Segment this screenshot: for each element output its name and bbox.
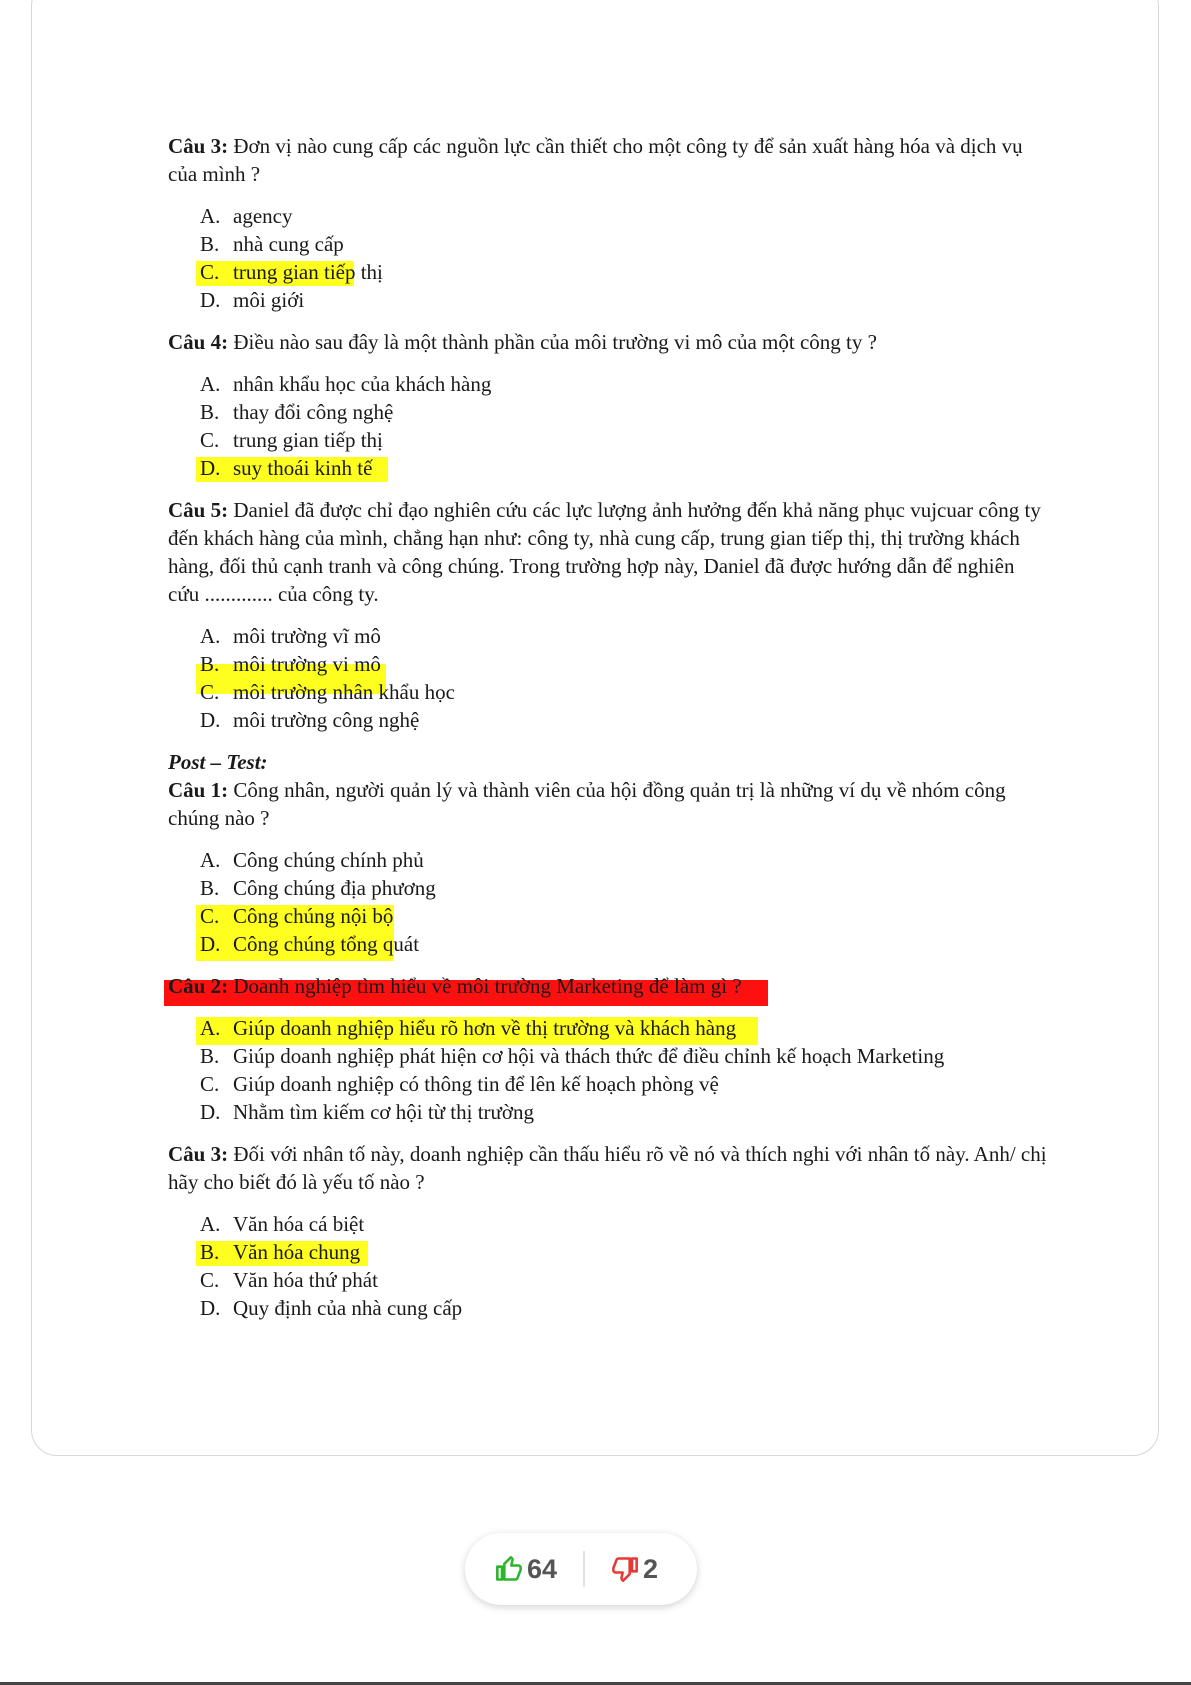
question-4 [168, 328, 1048, 356]
question-label: Câu 4: [168, 330, 229, 354]
options-list [200, 202, 1048, 314]
options-list [200, 370, 1048, 482]
option-b: B. Công chúng địa phương [200, 876, 436, 900]
document-content [168, 132, 1048, 1336]
downvote-count: 2 [643, 1553, 659, 1584]
option-a: A. nhân khẩu học của khách hàng [200, 372, 492, 396]
post-question-1 [168, 776, 1048, 832]
question-5 [168, 496, 1048, 608]
question-label: Câu 2: [168, 974, 229, 998]
question-3 [168, 132, 1048, 188]
question-text: Đối với nhân tố này, doanh nghiệp cần thấu hiểu rõ về nó và thích nghi với nhân tố này. Anh/ chị hãy cho biết đó là yếu tố nào ? [168, 1142, 1047, 1194]
question-label: Câu 3: [168, 1142, 229, 1166]
downvote-button[interactable] [611, 1551, 658, 1587]
options-list [200, 622, 1048, 734]
upvote-count: 64 [527, 1553, 558, 1584]
post-question-2 [168, 972, 1048, 1000]
option-d: D. môi trường công nghệ [200, 708, 420, 732]
options-list [200, 1210, 1048, 1322]
option-d: D. Nhằm tìm kiếm cơ hội từ thị trường [200, 1100, 535, 1124]
option-b: B. thay đổi công nghệ [200, 400, 394, 424]
option-b: B. Văn hóa chung [200, 1238, 1048, 1266]
option-c: C. trung gian tiếp thị [200, 258, 1048, 286]
question-text: Điều nào sau đây là một thành phần của môi trường vi mô của một công ty ? [228, 330, 877, 354]
option-a: A. môi trường vĩ mô [200, 624, 381, 648]
option-c: C. Văn hóa thứ phát [200, 1268, 378, 1292]
option-d: D. Quy định của nhà cung cấp [200, 1296, 463, 1320]
question-text: Daniel đã được chỉ đạo nghiên cứu các lực lượng ảnh hưởng đến khả năng phục vujcuar công ty đến khách hàng của mình, chẳng hạn như: công ty, nhà cung cấp, trung gian tiếp thị, thị trường khách hàng, đối thủ cạnh tranh và công chúng. Trong trường hợp này, Daniel đã được hướng dẫn để nghiên cứu ............. của công ty. [168, 498, 1041, 606]
option-a: A. Văn hóa cá biệt [200, 1212, 365, 1236]
question-text: Đơn vị nào cung cấp các nguồn lực cần thiết cho một công ty để sản xuất hàng hóa và dịch vụ của mình ? [168, 134, 1023, 186]
thumbs-up-icon [495, 1555, 523, 1583]
thumbs-down-icon [611, 1555, 639, 1583]
option-a: A. Công chúng chính phủ [200, 848, 424, 872]
option-a: A. agency [200, 204, 293, 228]
options-list [200, 1014, 1048, 1126]
option-b: B. môi trường vi mô [200, 650, 1048, 678]
options-list [200, 846, 1048, 958]
vote-bar [465, 1533, 697, 1605]
option-d: D. suy thoái kinh tế [200, 454, 1048, 482]
question-text: Doanh nghiệp tìm hiểu về môi trường Marketing để làm gì ? [228, 974, 742, 998]
option-c: C. Công chúng nội bộ [200, 902, 1048, 930]
option-c: C. môi trường nhân khẩu học [200, 680, 455, 704]
option-b: B. nhà cung cấp [200, 232, 344, 256]
question-text: Công nhân, người quản lý và thành viên của hội đồng quản trị là những ví dụ về nhóm công chúng nào ? [168, 778, 1006, 830]
option-c: C. trung gian tiếp thị [200, 428, 383, 452]
question-label: Câu 1: [168, 778, 229, 802]
vote-divider [583, 1551, 585, 1587]
post-question-2-wrap [168, 972, 1048, 1000]
question-label: Câu 5: [168, 498, 229, 522]
section-title: Post – Test: [168, 750, 268, 774]
option-b: B. Giúp doanh nghiệp phát hiện cơ hội và thách thức để điều chỉnh kế hoạch Marketing [200, 1044, 945, 1068]
option-d: D. môi giới [200, 288, 305, 312]
option-c: C. Giúp doanh nghiệp có thông tin để lên kế hoạch phòng vệ [200, 1072, 719, 1096]
option-d: D. Công chúng tổng quát [200, 932, 420, 956]
option-a: A. Giúp doanh nghiệp hiểu rõ hơn về thị trường và khách hàng [200, 1014, 1048, 1042]
upvote-button[interactable] [495, 1551, 557, 1587]
post-question-3 [168, 1140, 1048, 1196]
question-label: Câu 3: [168, 134, 229, 158]
